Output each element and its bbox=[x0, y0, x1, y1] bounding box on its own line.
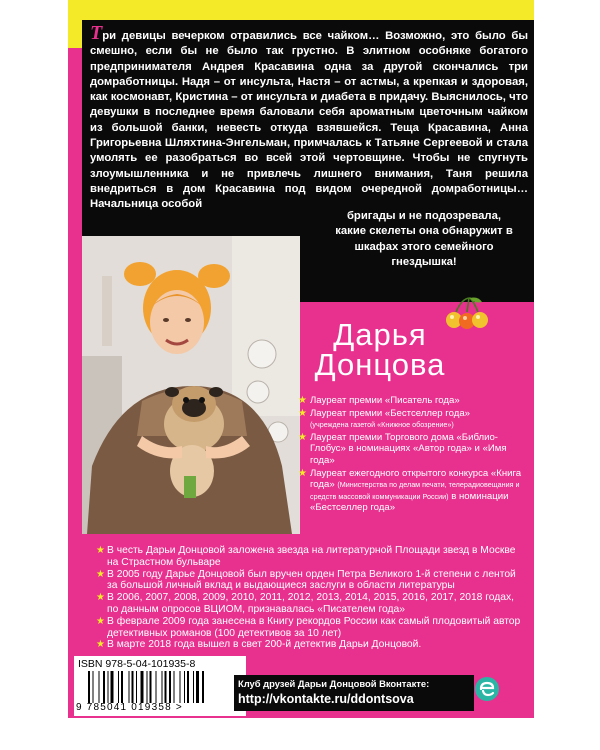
award-note: (учреждена газетой «Книжное обозрение») bbox=[310, 420, 454, 430]
author-first-name: Дарья bbox=[333, 317, 427, 352]
drop-cap: Т bbox=[90, 22, 103, 44]
barcode-bar bbox=[169, 671, 171, 703]
fact-item: ★ В 2006, 2007, 2008, 2009, 2010, 2011, 2012, 2013, 2014, 2015, 2016, 2017, 2018 годах, по данным опросов ВЦИОМ, признавалась «Писателем года» bbox=[96, 592, 522, 616]
barcode-bar bbox=[129, 671, 130, 703]
barcode-bar bbox=[88, 671, 90, 703]
author-photo bbox=[82, 236, 300, 534]
blurb-ending: бригады и не подозревала, какие скелеты она обнаружит в шкафах этого семейного гнездышка! bbox=[335, 210, 513, 268]
barcode-bar bbox=[141, 671, 144, 703]
barcode-bar bbox=[165, 671, 167, 703]
barcode-bar bbox=[162, 671, 163, 703]
eksmo-logo bbox=[474, 676, 500, 702]
award-note: (Министерства по делам печати, телерадиовещания и средств массовой коммуникации России) bbox=[310, 480, 520, 501]
barcode-bar bbox=[103, 671, 105, 703]
isbn-text: ISBN 978-5-04-101935-8 bbox=[78, 658, 196, 670]
barcode-digits: 9 785041 019358 > bbox=[76, 702, 183, 713]
awards-list bbox=[298, 395, 522, 515]
blurb-body: ри девицы вечерком отравились все чайком… Возможно, это было бы смешно, если бы не было так грустно. В элитном особняке богатого предпринимателя Андрея Красавина одна за другой скончались три домработницы. Надя – от инсульта, Настя – от астмы, а крепкая и здоровая, как космонавт, Кристина – от инсульта и диабета в придачу. Выяснилось, что девушки в последнее время баловали себя ароматным цветочным чайком из большой банки, невесть откуда взявшейся. Теща Красавина, Анна Григорьевна Шляхтина-Энгельман, примчалась к Татьяне Сергеевой и стала умолять ее разобраться во всей этой чертовщине. Чтобы не спугнуть злоумышленника и не привлечь лишнего внимания, Таня решила внедриться в дом Красавина под видом очередной домработницы… Начальница особой bbox=[90, 30, 528, 211]
barcode-bar bbox=[132, 671, 134, 703]
barcode-bar bbox=[93, 671, 94, 703]
barcode-bar bbox=[121, 671, 123, 703]
fact-item: ★ В марте 2018 года вышел в свет 200-й детектив Дарьи Донцовой. bbox=[96, 639, 522, 651]
barcode bbox=[74, 656, 246, 716]
barcode-bar bbox=[147, 671, 148, 703]
back-cover bbox=[68, 0, 534, 718]
award-item bbox=[298, 395, 522, 407]
barcode-bars bbox=[88, 671, 238, 703]
award-tail: в номинации «Бестселлер года» bbox=[310, 490, 509, 514]
award-text: Лауреат премии «Писатель года» bbox=[310, 395, 460, 406]
barcode-bar bbox=[99, 671, 100, 703]
barcode-bar bbox=[111, 671, 114, 703]
barcode-bar bbox=[196, 671, 199, 703]
barcode-bar bbox=[193, 671, 194, 703]
barcode-bar bbox=[184, 671, 185, 703]
facts-list bbox=[96, 545, 522, 651]
award-item bbox=[298, 432, 522, 467]
award-text: Лауреат премии «Бестселлер года» bbox=[310, 407, 470, 419]
club-title: Клуб друзей Дарьи Донцовой Вконтакте: bbox=[238, 678, 430, 689]
award-text: Лауреат ежегодного открытого конкурса «Книга года» bbox=[310, 467, 522, 491]
award-item bbox=[298, 468, 522, 514]
barcode-bar bbox=[180, 671, 181, 703]
fact-item: ★ В честь Дарьи Донцовой заложена звезда на литературной Площади звезд в Москве на Страстном бульваре bbox=[96, 545, 522, 569]
author-with-pug-illustration bbox=[82, 236, 300, 534]
barcode-bar bbox=[202, 671, 204, 703]
barcode-bar bbox=[136, 671, 137, 703]
barcode-bar bbox=[108, 671, 109, 703]
award-item bbox=[298, 408, 522, 431]
fact-item: ★ В феврале 2009 года занесена в Книгу рекордов России как самый плодовитый автор детективных романов (100 детективов за 10 лет) bbox=[96, 616, 522, 640]
barcode-bar bbox=[174, 671, 175, 703]
barcode-bar bbox=[156, 671, 157, 703]
author-name bbox=[300, 317, 460, 382]
author-last-name: Донцова bbox=[314, 347, 446, 382]
blurb-text bbox=[90, 22, 528, 213]
barcode-bar bbox=[150, 671, 152, 703]
barcode-bar bbox=[118, 671, 119, 703]
fact-item: ★ В 2005 году Дарье Донцовой был вручен орден Петра Великого 1-й степени с лентой за большой личный вклад и выдающиеся заслуги в области литературы bbox=[96, 569, 522, 593]
award-text: Лауреат премии Торгового дома «Библио-Глобус» в номинациях «Автор года» и «Имя года» bbox=[310, 431, 507, 466]
club-link[interactable]: http://vkontakte.ru/ddontsova bbox=[238, 692, 414, 706]
barcode-bar bbox=[187, 671, 189, 703]
club-banner bbox=[234, 675, 474, 711]
